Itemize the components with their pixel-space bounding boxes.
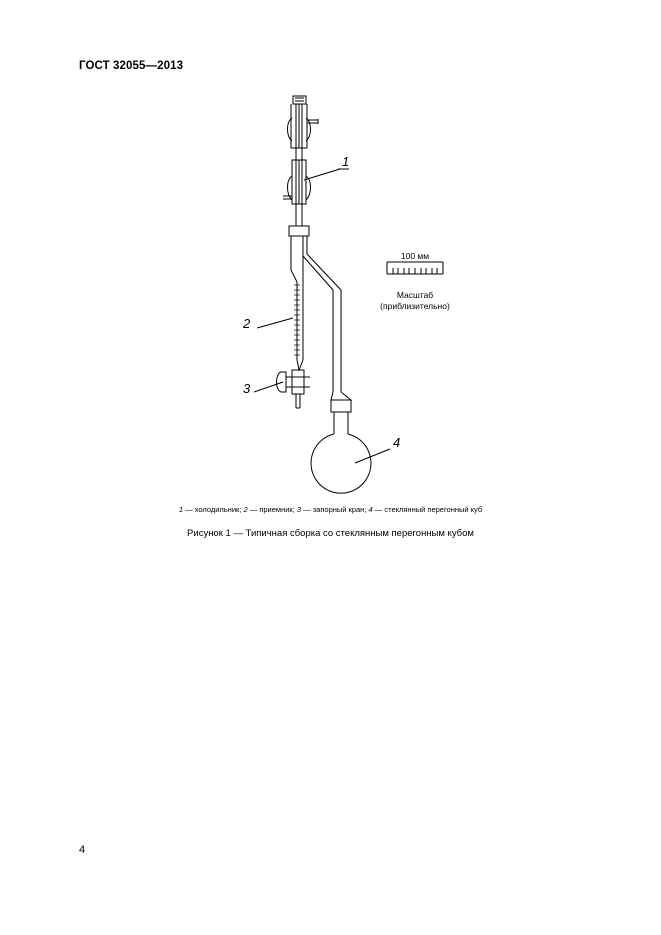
callout-label-3: 3	[243, 381, 251, 396]
graduated-receiver	[294, 285, 303, 370]
callout-label-4: 4	[393, 435, 401, 450]
legend-text-2: приемник;	[259, 505, 295, 514]
distillation-flask	[311, 392, 371, 493]
legend-separator: —	[185, 505, 193, 514]
legend-separator: —	[303, 505, 311, 514]
legend-text-1: холодильник;	[194, 505, 242, 514]
callout-leader-4	[355, 449, 390, 463]
receiver-joint	[289, 226, 341, 392]
legend-num-3: 3	[296, 505, 302, 514]
legend-separator: —	[249, 505, 258, 514]
condenser	[283, 160, 311, 226]
figure-legend	[0, 505, 661, 514]
legend-text-3: запорный кран;	[312, 505, 367, 514]
page-number: 4	[79, 844, 86, 856]
upper-stopcock	[288, 96, 319, 160]
callout-leader-1	[304, 169, 340, 180]
legend-num-2: 2	[243, 505, 248, 514]
scale-title: Масштаб	[396, 290, 434, 300]
shutoff-stopcock	[277, 370, 311, 408]
legend-num-1: 1	[178, 505, 183, 514]
scale-bar	[387, 262, 443, 274]
scale-note: (приблизительно)	[380, 301, 450, 311]
page-header-standard: ГОСТ 32055—2013	[79, 60, 184, 72]
callout-label-2: 2	[243, 316, 251, 331]
legend-separator: —	[374, 505, 383, 514]
callout-label-1: 1	[342, 154, 350, 169]
figure-caption: Рисунок 1 — Типичная сборка со стеклянным перегонным кубом	[187, 528, 474, 539]
legend-text-4: стеклянный перегонный куб	[384, 505, 483, 514]
scale-length-label: 100 мм	[400, 251, 430, 261]
legend-num-4: 4	[368, 505, 373, 514]
callout-leader-2	[257, 318, 293, 328]
